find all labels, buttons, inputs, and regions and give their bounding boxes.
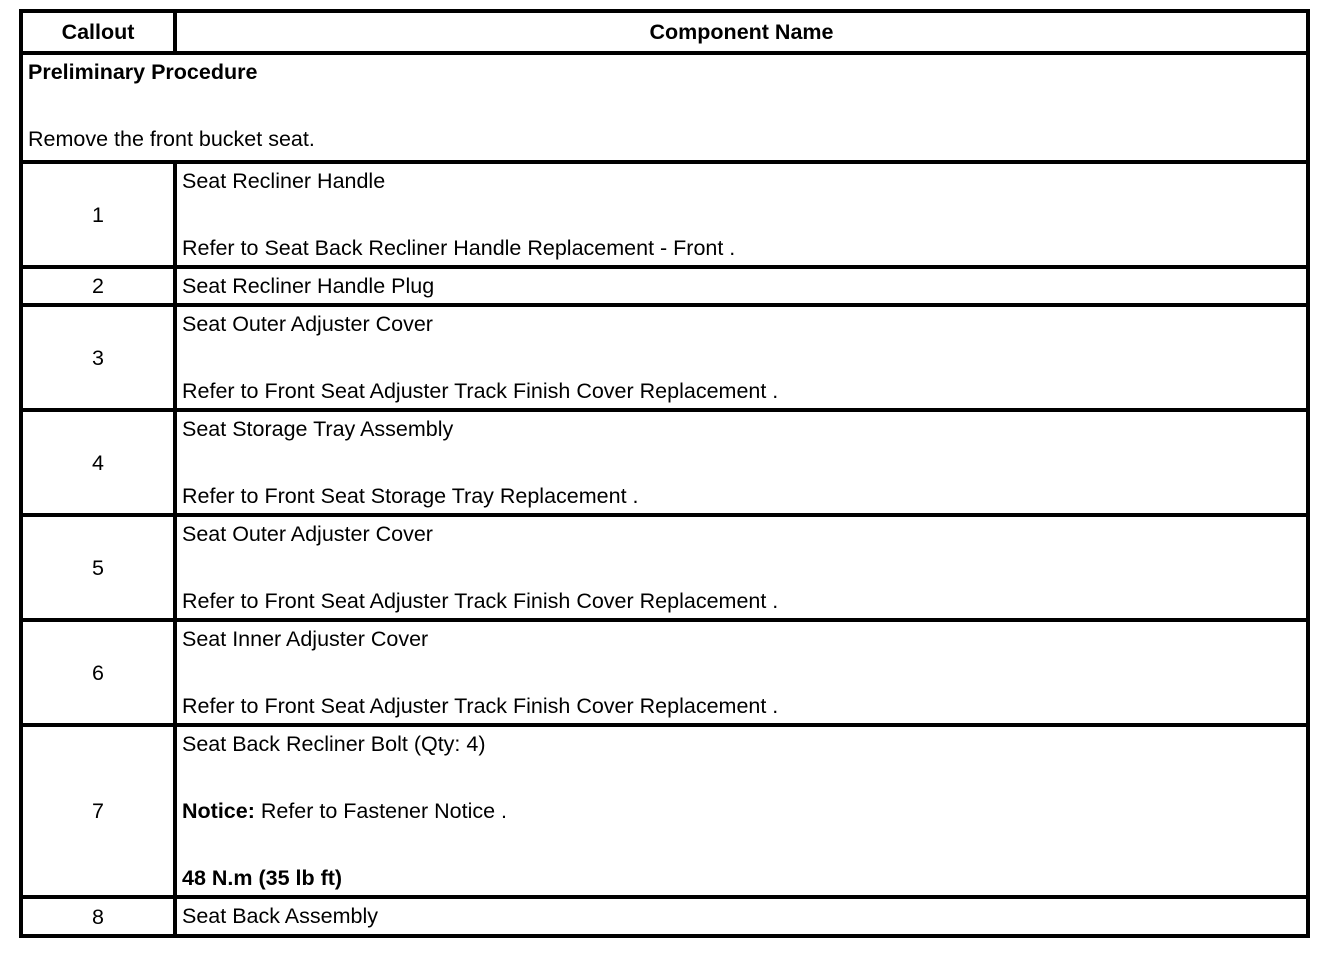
table-row	[21, 725, 1308, 897]
component-table	[19, 9, 1310, 938]
torque-spec: 48 N.m (35 lb ft)	[182, 866, 343, 890]
reference-link[interactable]: Refer to Front Seat Storage Tray Replacement .	[182, 484, 639, 508]
preliminary-row	[21, 53, 1308, 162]
table-row	[21, 897, 1308, 936]
reference-link[interactable]: Refer to Front Seat Adjuster Track Finish Cover Replacement .	[182, 589, 779, 613]
callout-header: Callout	[21, 11, 175, 53]
callout-number: 4	[21, 410, 175, 515]
callout-number: 7	[21, 725, 175, 897]
notice-link[interactable]: Refer to Fastener Notice .	[254, 799, 508, 823]
callout-number: 2	[21, 267, 175, 305]
callout-number: 1	[21, 162, 175, 267]
preliminary-text: Remove the front bucket seat.	[28, 127, 315, 151]
table-row	[21, 305, 1308, 410]
component-name: Seat Recliner Handle Plug	[182, 274, 435, 298]
component-name-header: Component Name	[175, 11, 1308, 53]
callout-number: 6	[21, 620, 175, 725]
preliminary-title: Preliminary Procedure	[28, 60, 258, 84]
component-name: Seat Inner Adjuster Cover	[182, 627, 429, 651]
reference-link[interactable]: Refer to Front Seat Adjuster Track Finish Cover Replacement .	[182, 379, 779, 403]
component-name: Seat Storage Tray Assembly	[182, 417, 454, 441]
component-name: Seat Recliner Handle	[182, 169, 386, 193]
reference-link[interactable]: Refer to Seat Back Recliner Handle Replacement - Front .	[182, 236, 736, 260]
callout-number: 5	[21, 515, 175, 620]
component-name: Seat Back Recliner Bolt (Qty: 4)	[182, 732, 486, 756]
notice-label: Notice:	[182, 799, 255, 823]
table-row	[21, 620, 1308, 725]
component-name: Seat Back Assembly	[182, 904, 378, 928]
callout-number: 3	[21, 305, 175, 410]
table-header-row	[21, 11, 1308, 53]
component-name: Seat Outer Adjuster Cover	[182, 522, 433, 546]
table-row	[21, 162, 1308, 267]
table-row	[21, 267, 1308, 305]
component-name: Seat Outer Adjuster Cover	[182, 312, 433, 336]
reference-link[interactable]: Refer to Front Seat Adjuster Track Finish Cover Replacement .	[182, 694, 779, 718]
table-row	[21, 515, 1308, 620]
notice-line	[182, 794, 1301, 828]
table-row	[21, 410, 1308, 515]
callout-number: 8	[21, 897, 175, 936]
